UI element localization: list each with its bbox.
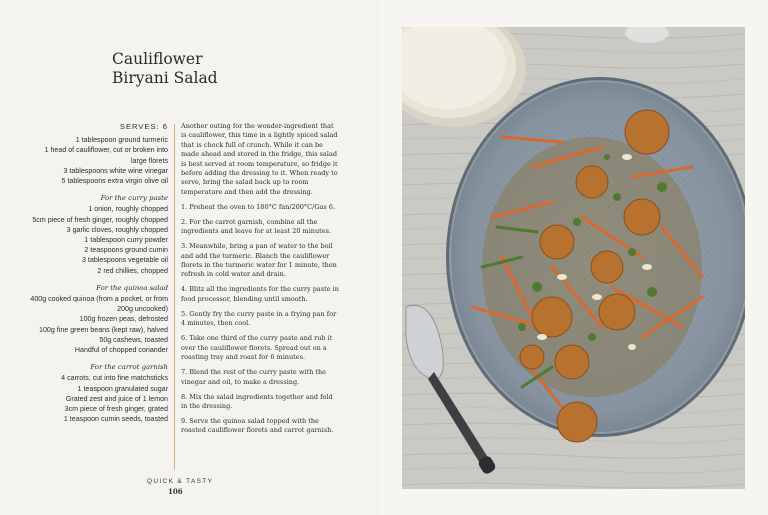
food-photo-illustration [402, 27, 745, 489]
left-page [0, 0, 380, 515]
method-step: 8. Mix the salad ingredients together and fold in the dressing. [181, 392, 333, 410]
method-step: 4. Blitz all the ingredients for the curry paste in food processor, blending until smooth. [181, 285, 339, 303]
ingredient-line: 2 red chillies, chopped [97, 266, 168, 275]
quinoa-salad-heading: For the quinoa salad [96, 283, 168, 292]
title-line-1: Cauliflower [112, 50, 203, 68]
ingredient-line: 1 tablespoon ground turmeric [75, 136, 168, 145]
ingredient-line: 5cm piece of fresh ginger, roughly chopped [32, 215, 168, 224]
ingredient-line: 3 garlic cloves, roughly chopped [66, 225, 168, 234]
method-step: 3. Meanwhile, bring a pan of water to the boil and add the turmeric. Blanch the cauliflower florets in the turmeric water for 1 minute, then refresh in cold water and drain. [181, 242, 337, 279]
method-step: 1. Preheat the oven to 180°C fan/200°C/Gas 6. [181, 202, 336, 211]
carrot-garnish-ingredients [20, 373, 168, 424]
ingredient-line: Handful of chopped coriander [74, 346, 168, 355]
ingredient-line: 1 onion, roughly chopped [88, 205, 168, 214]
quinoa-salad-ingredients [20, 294, 168, 355]
carrot-garnish-heading: For the carrot garnish [90, 363, 168, 372]
ingredient-line: 1 tablespoon curry powder [84, 236, 168, 245]
method-step: 2. For the carrot garnish, combine all the ingredients and leave for at least 20 minutes. [181, 217, 332, 236]
method-text [181, 122, 339, 441]
ingredients-list [20, 122, 168, 424]
page-number: 106 [168, 487, 183, 496]
main-ingredients [20, 135, 168, 186]
ingredient-line: 1 teaspoon cumin seeds, toasted [63, 415, 168, 424]
method-steps [181, 203, 339, 436]
ingredient-line: 3cm piece of fresh ginger, grated [64, 405, 168, 414]
ingredient-line: 400g cooked quinoa (from a pocket, or from [30, 295, 168, 304]
ingredient-line: Grated zest and juice of 1 lemon [65, 394, 168, 403]
salad-plate-photo [402, 27, 745, 489]
ingredient-line: 3 tablespoons white wine vinegar [63, 166, 168, 175]
curry-paste-heading: For the curry paste [100, 194, 168, 203]
method-step: 6. Take one third of the curry paste and rub it over the cauliflower florets. Spread out on a roasting tray and roast for 6 minutes. [181, 334, 333, 362]
ingredient-line: 1 teaspoon granulated sugar [77, 384, 168, 393]
column-divider [174, 124, 175, 470]
ingredient-line: 3 tablespoons vegetable oil [82, 256, 168, 265]
ingredient-line: 1 head of cauliflower, cut or broken into [44, 146, 168, 155]
ingredient-line: 2 teaspoons ground cumin [84, 246, 168, 255]
ingredient-line: 100g frozen peas, defrosted [79, 315, 168, 324]
method-intro: Another outing for the wonder-ingredient that is cauliflower, this time in a lightly spiced salad that is chock full of crunch. While it can be made ahead and stored in the fridge, this salad is best served at room temperature, so fridge it before adding the dressing to it. When ready to serve, bring the salad back up to room temperature and then add the dressing. [181, 122, 338, 196]
ingredient-line: 5 tablespoons extra virgin olive oil [61, 177, 168, 186]
method-step: 7. Blend the rest of the curry paste with the vinegar and oil, to make a dressing. [181, 368, 326, 386]
method-step: 5. Gently fry the curry paste in a frying pan for 4 minutes, then cool. [181, 309, 337, 328]
recipe-title [112, 50, 312, 88]
title-line-2: Biryani Salad [112, 69, 218, 87]
ingredient-line: 100g fine green beans (kept raw), halved [39, 325, 168, 334]
ingredient-line: 4 carrots, cut into fine matchsticks [61, 374, 168, 383]
serves-label: SERVES: 6 [119, 122, 168, 131]
curry-paste-ingredients [20, 204, 168, 275]
section-label: QUICK & TASTY [147, 478, 214, 485]
ingredient-line: 50g cashews, toasted [99, 335, 168, 344]
method-step: 9. Serve the quinoa salad topped with the roasted cauliflower florets and carrot garnish. [181, 416, 334, 435]
ingredient-line: 200g uncooked) [117, 305, 168, 314]
ingredient-line: large florets [130, 156, 168, 165]
